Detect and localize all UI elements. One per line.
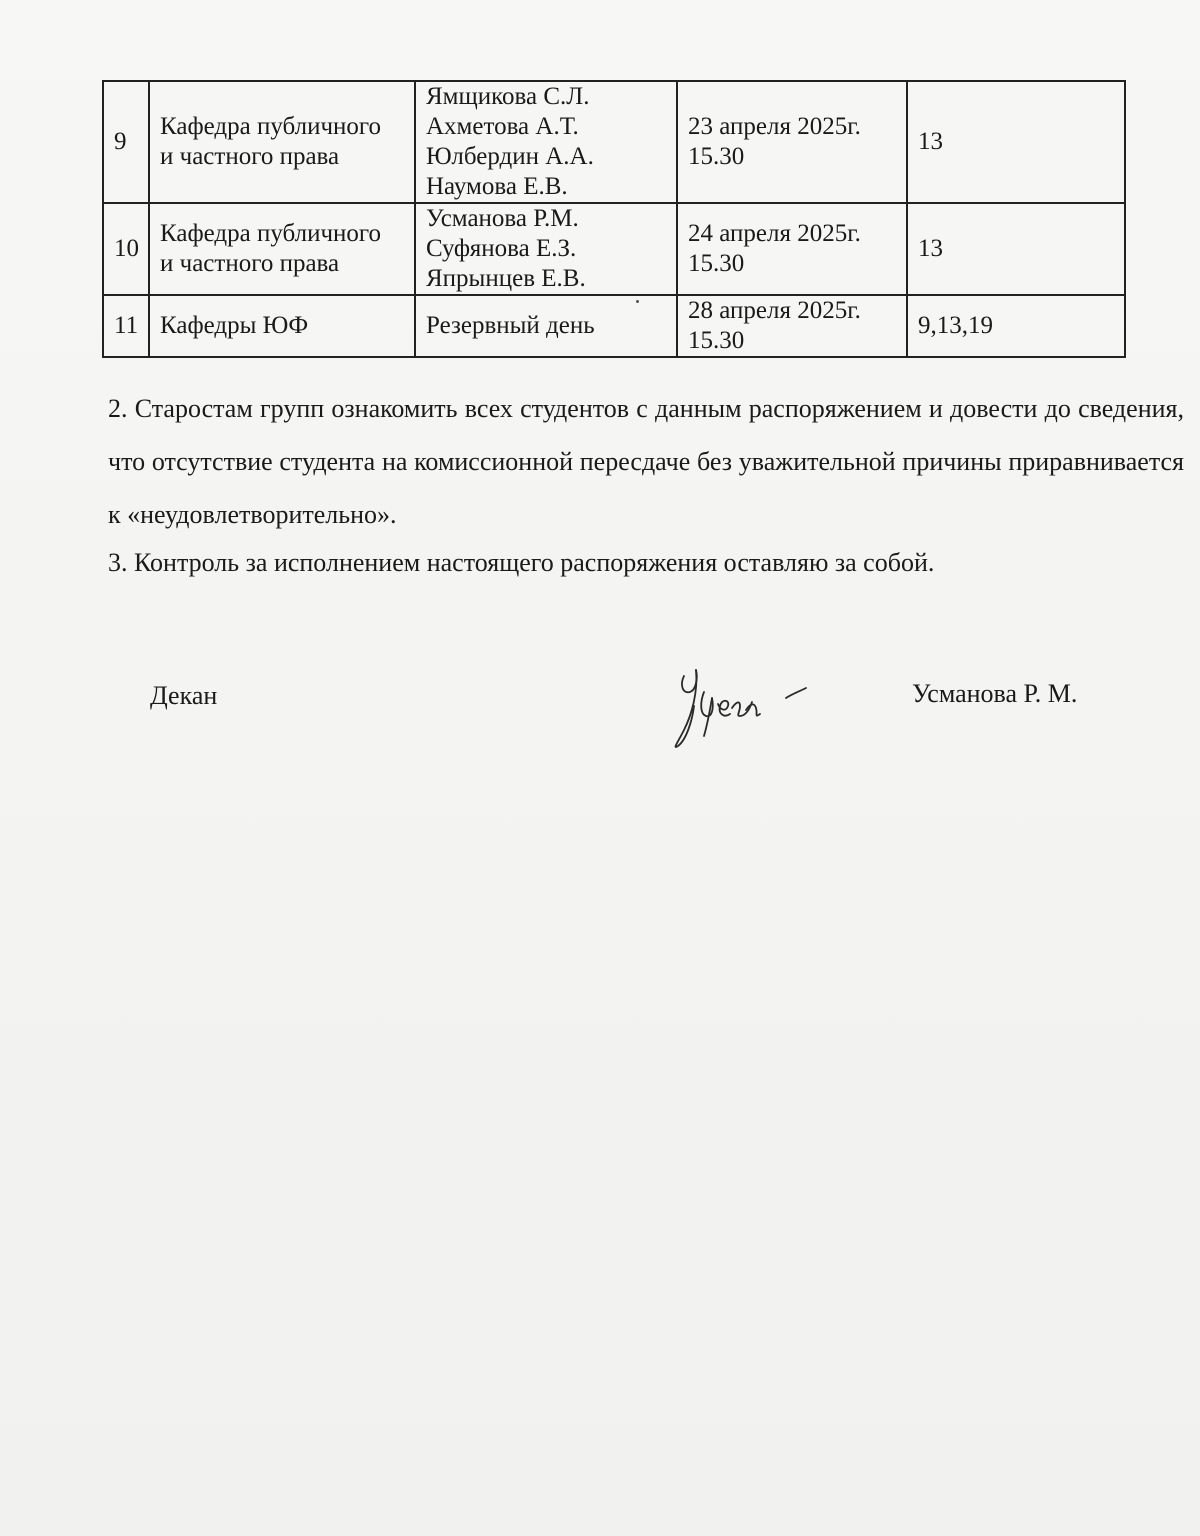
department-line: Кафедра публичного	[160, 220, 382, 247]
order-item-2: 2. Старостам групп ознакомить всех студентов с данным распоряжением и довести до сведения, что отсутствие студента на комиссионной пересдаче без уважительной причины приравнивается к «неудовлетворительно».	[108, 394, 1184, 529]
order-item-3: 3. Контроль за исполнением настоящего распоряжения оставляю за собой.	[108, 548, 935, 577]
retake-schedule-table	[102, 80, 1126, 358]
row-number: 9	[103, 81, 149, 203]
commission-members-cell	[415, 295, 677, 357]
row-number: 10	[103, 203, 149, 295]
groups-cell: 9,13,19	[907, 295, 1125, 357]
table-row	[103, 203, 1125, 295]
date-text: 23 апреля 2025г.	[688, 113, 861, 140]
time-text: 15.30	[688, 327, 745, 354]
date-text: 28 апреля 2025г.	[688, 297, 861, 324]
member-name: Ямщикова С.Л.	[426, 83, 590, 110]
groups-cell: 13	[907, 81, 1125, 203]
date-time-cell	[677, 295, 907, 357]
member-name: Суфянова Е.З.	[426, 235, 577, 262]
commission-members-cell	[415, 203, 677, 295]
member-name: Усманова Р.М.	[426, 205, 579, 232]
date-time-cell	[677, 81, 907, 203]
reserve-day-text: Резервный день	[426, 312, 595, 339]
signatory-name: Усманова Р. М.	[912, 679, 1078, 708]
department-line: и частного права	[160, 143, 340, 170]
handwritten-signature	[660, 652, 820, 762]
department-line: и частного права	[160, 250, 340, 277]
department-line: Кафедра публичного	[160, 113, 382, 140]
groups-cell: 13	[907, 203, 1125, 295]
member-name: Юлбердин А.А.	[426, 143, 594, 170]
paper-speck	[636, 300, 639, 303]
date-time-cell	[677, 203, 907, 295]
member-name: Ахметова А.Т.	[426, 113, 579, 140]
table-row	[103, 295, 1125, 357]
department-cell	[149, 295, 415, 357]
time-text: 15.30	[688, 143, 745, 170]
department-line: Кафедры ЮФ	[160, 312, 309, 339]
date-text: 24 апреля 2025г.	[688, 220, 861, 247]
member-name: Наумова Е.В.	[426, 173, 568, 200]
table-row	[103, 81, 1125, 203]
department-cell	[149, 203, 415, 295]
department-cell	[149, 81, 415, 203]
row-number: 11	[103, 295, 149, 357]
member-name: Япрынцев Е.В.	[426, 265, 586, 292]
time-text: 15.30	[688, 250, 745, 277]
commission-members-cell	[415, 81, 677, 203]
signatory-title: Декан	[150, 681, 218, 710]
